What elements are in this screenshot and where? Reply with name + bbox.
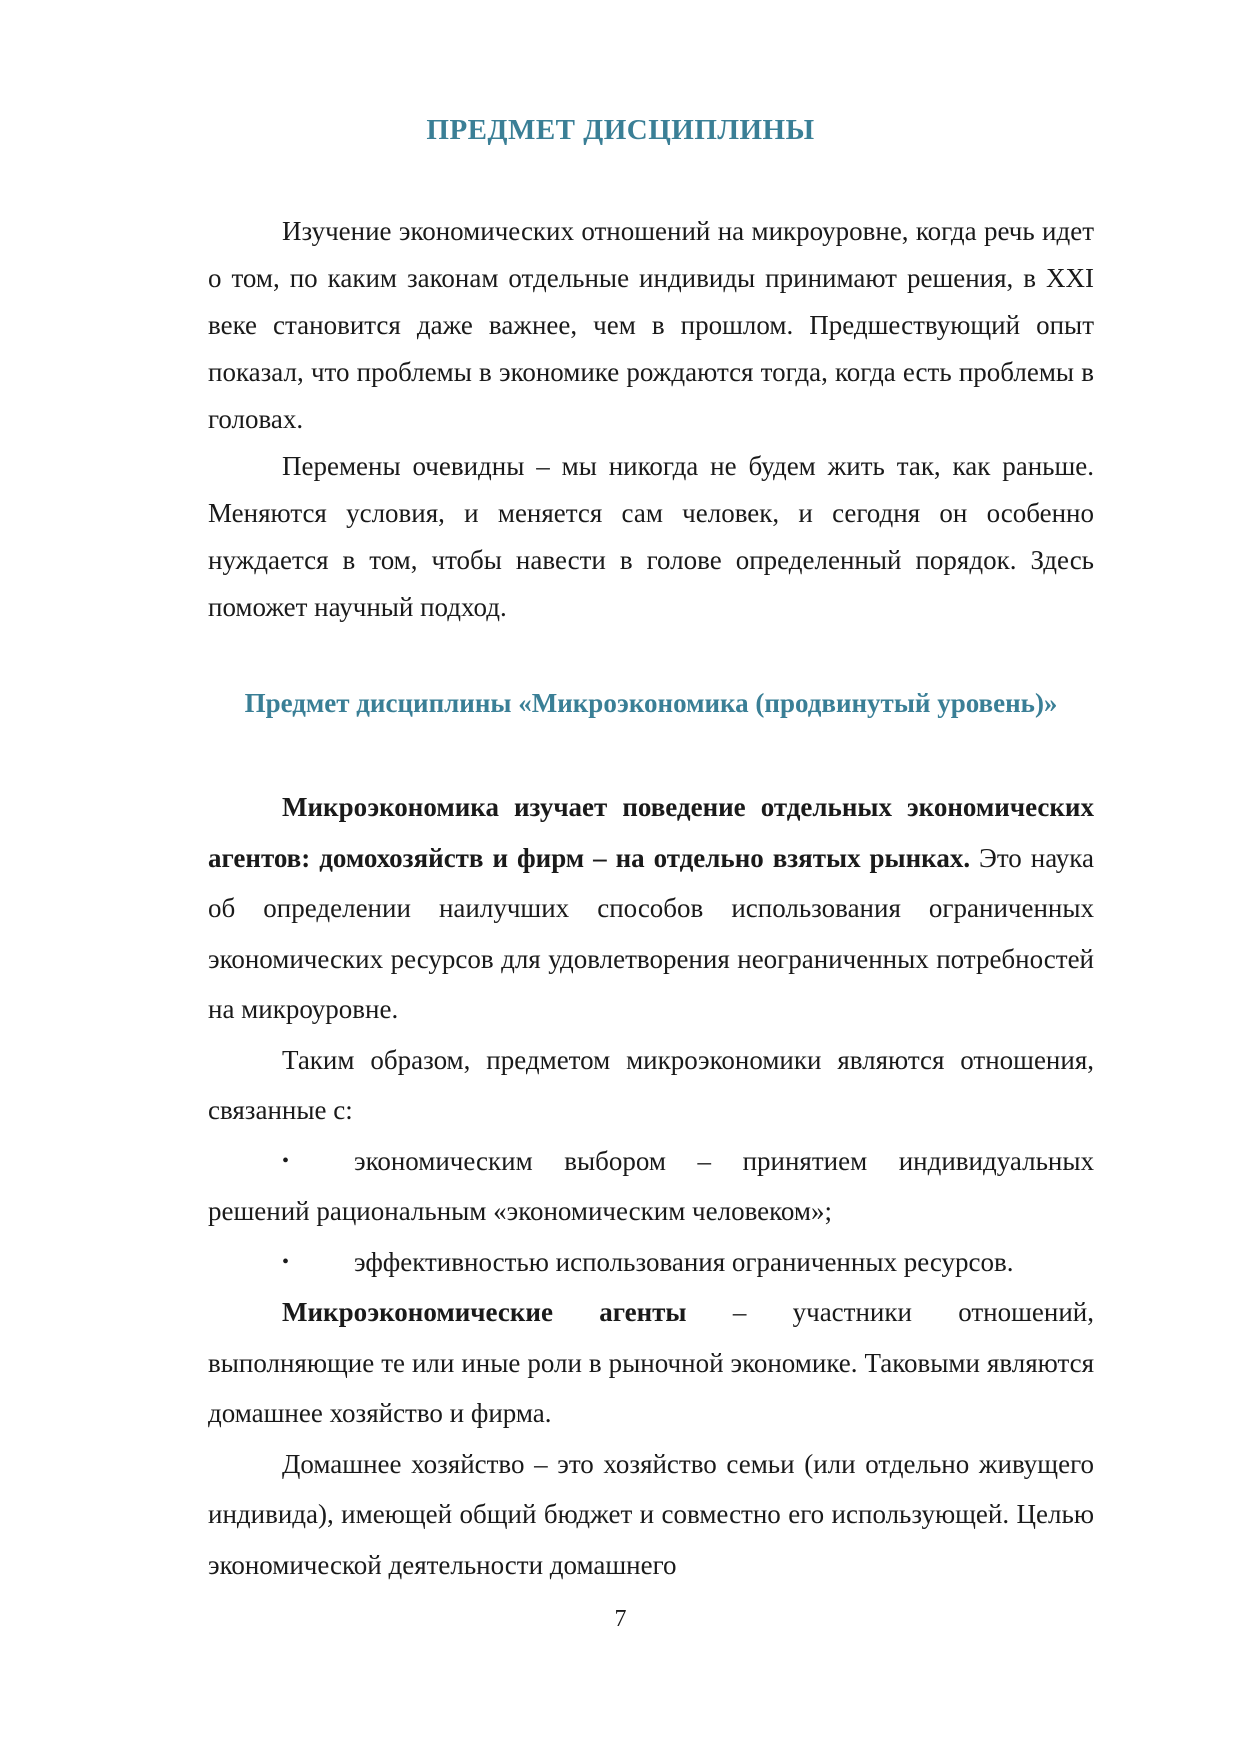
agents-bold: Микроэкономические агенты [282,1297,687,1327]
bullet-icon: • [282,1149,290,1172]
list-item [208,1136,1094,1237]
agents-paragraph [208,1287,1094,1439]
bullet-text-1: экономическим выбором – принятием индивидуальных решений рациональным «экономическим человеком»; [208,1145,1094,1226]
intro-section [208,208,1094,631]
section-subtitle: Предмет дисциплины «Микроэкономика (продвинутый уровень)» [244,688,1058,718]
list-item [208,1237,1094,1288]
subject-intro-paragraph: Таким образом, предметом микроэкономики являются отношения, связанные с: [208,1044,1094,1125]
definition-bold: Микроэкономика изучает поведение отдельных экономических агентов: домохозяйств и фирм – на отдельно взятых рынках. [208,792,1094,873]
definition-paragraph [208,782,1094,1035]
definition-text: Это наука об определении наилучших способов использования ограниченных экономических ресурсов для удовлетворения неограниченных потребностей на микроуровне. [208,842,1095,1024]
page-number: 7 [614,1606,627,1632]
subject-section [208,782,1094,1590]
intro-paragraph-1: Изучение экономических отношений на микроуровне, когда речь идет о том, по каким законам отдельные индивиды принимают решения, в XXI веке становится даже важнее, чем в прошлом. Предшествующий опыт показал, что проблемы в экономике рождаются тогда, когда есть проблемы в головах. [208,216,1094,434]
household-paragraph: Домашнее хозяйство – это хозяйство семьи (или отдельно живущего индивида), имеющей общий бюджет и совместно его использующей. Целью экономической деятельности домашнего [208,1448,1094,1580]
bullet-text-2: эффективностью использования ограниченных ресурсов. [354,1246,1014,1277]
intro-paragraph-2: Перемены очевидны – мы никогда не будем жить так, как раньше. Меняются условия, и меняется сам человек, и сегодня он особенно нуждается в том, чтобы навести в голове определенный порядок. Здесь поможет научный подход. [208,451,1094,622]
page-title: ПРЕДМЕТ ДИСЦИПЛИНЫ [426,114,815,146]
bullet-icon: • [282,1250,290,1273]
agents-text: – участники отношений, выполняющие те или иные роли в рыночной экономике. Таковыми являются домашнее хозяйство и фирма. [208,1297,1094,1428]
